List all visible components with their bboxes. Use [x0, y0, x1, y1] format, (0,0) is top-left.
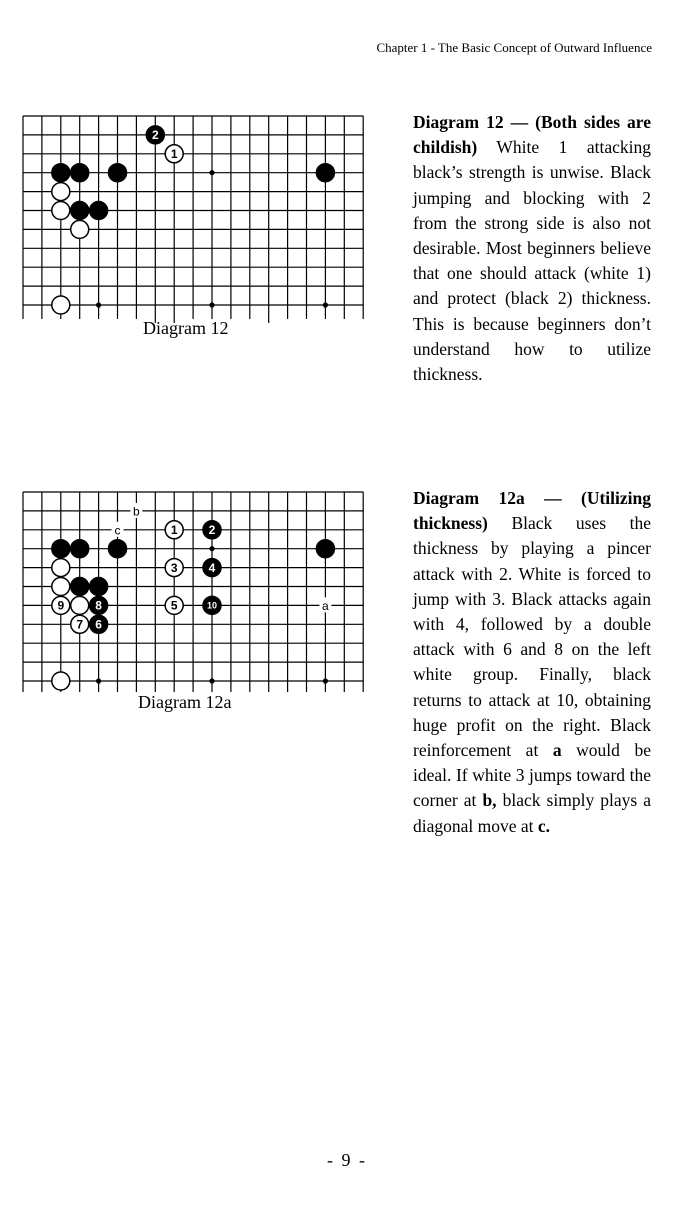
stone-label: 4 [208, 560, 216, 575]
go-board-diagram-12 [22, 115, 364, 323]
black-stone [316, 164, 334, 182]
star-point [323, 302, 328, 307]
stone-label: 9 [57, 598, 65, 613]
white-stone [52, 296, 70, 314]
diagram-12-body: White 1 attacking black’s strength is unwise. Black jumping and blocking with 2 from the strong side is also not desirable. Most beginners believe that one should attack (white 1) and protect (black 2) thickness. This is because beginners don’t understand how to utilize thickness. [413, 137, 651, 385]
white-stone [52, 559, 70, 577]
stone-label: 8 [95, 598, 102, 613]
letter-b: b, [482, 790, 497, 811]
board-letter-b: b [133, 504, 140, 519]
stone-label: 2 [151, 128, 159, 143]
stone-label: 10 [206, 600, 218, 611]
diagram-12-title: Diagram 12 — (Both sides are childish) [413, 112, 651, 158]
black-stone [90, 578, 108, 596]
black-stone [71, 202, 89, 220]
star-point [323, 678, 328, 683]
diagram-12a-body-1: Black uses the thickness by playing a pincer attack with 2. White is forced to jump with 3. Black attacks again with 4, followed by a double attack with 6 and 8 on the left white group. Finally, black returns to attack at 10, obtaining huge profit on the right. Black reinforcement at [413, 513, 651, 761]
board-letter-a: a [322, 598, 329, 613]
diagram-12a-title: Diagram 12a — (Utilizing thickness) [413, 488, 651, 534]
board-grid [23, 116, 363, 323]
star-point [96, 302, 101, 307]
black-stone [109, 164, 127, 182]
black-stone [52, 540, 70, 558]
stone-label: 1 [170, 147, 178, 162]
star-point [209, 170, 214, 175]
diagram-12-description [413, 110, 651, 387]
stone-label: 3 [170, 560, 178, 575]
running-header: Chapter 1 - The Basic Concept of Outward Influence [376, 40, 652, 55]
diagram-12a-body-3: black simply plays a diagonal move at [413, 790, 652, 836]
black-stone [90, 202, 108, 220]
black-stone [71, 540, 89, 558]
white-stone [71, 596, 89, 614]
stone-label: 5 [170, 598, 178, 613]
star-point [209, 678, 214, 683]
black-stone [52, 164, 70, 182]
black-stone [109, 540, 127, 558]
white-stone [52, 672, 70, 690]
diagram-12a-description [413, 486, 651, 839]
stone-label: 1 [170, 523, 178, 538]
diagram-12-caption: Diagram 12 [143, 318, 229, 338]
page-number: - 9 - [327, 1150, 367, 1170]
stone-label: 7 [76, 617, 84, 632]
star-point [209, 302, 214, 307]
letter-c: c. [537, 815, 551, 836]
stone-label: 6 [95, 617, 102, 632]
black-stone [71, 578, 89, 596]
white-stone [52, 202, 70, 220]
black-stone [71, 164, 89, 182]
white-stone [52, 183, 70, 201]
star-point [96, 678, 101, 683]
star-point [209, 546, 214, 551]
white-stone [52, 578, 70, 596]
diagram-12a-body-2: would be ideal. If white 3 jumps toward the corner at [413, 740, 651, 811]
stone-label: 2 [208, 523, 216, 538]
go-board-diagram-12a [22, 491, 364, 695]
white-stone [71, 220, 89, 238]
black-stone [316, 540, 334, 558]
diagram-12a-caption: Diagram 12a [138, 692, 232, 712]
letter-a: a [552, 740, 562, 761]
board-letter-c: c [114, 523, 121, 538]
